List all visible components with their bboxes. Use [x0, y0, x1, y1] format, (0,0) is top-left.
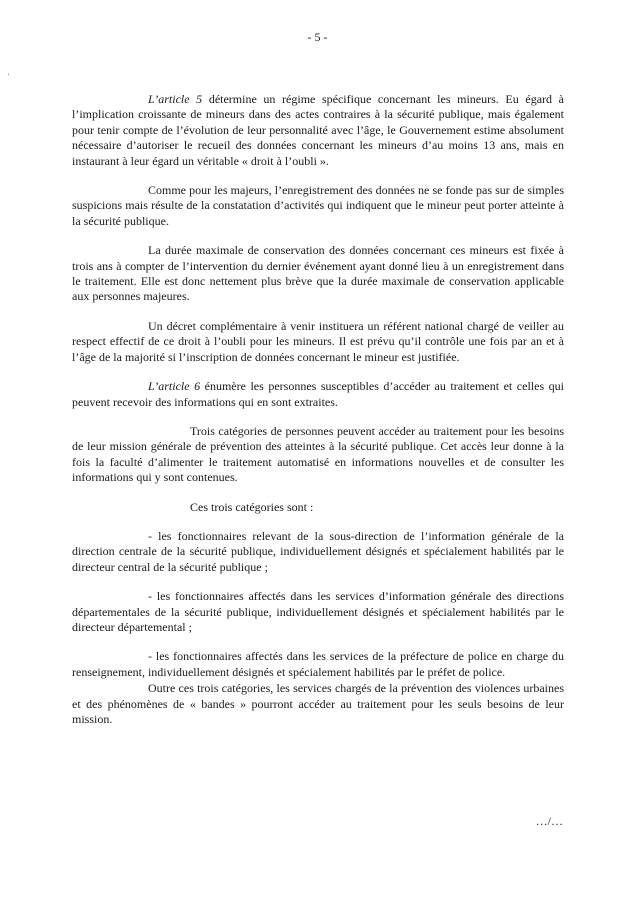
paragraph-text: Un décret complémentaire à venir instituera un référent national chargé de veiller au respect effectif de ce droit à l’oubli pour les mineurs. Il est prévu qu’il contrôle une fois par an et à l’âge de la majorité si l’inscription de données concernant le mineur est justifiée. [72, 318, 564, 364]
paragraph-majeurs [72, 183, 564, 229]
paragraph-categories-intro [72, 500, 564, 515]
paragraph-trois-categories [72, 424, 564, 486]
body-text [72, 92, 564, 727]
list-item-directions-departementales [72, 589, 564, 635]
paragraph-violences-urbaines [72, 681, 564, 727]
list-item-text: - les fonctionnaires affectés dans les services de la préfecture de police en charge du renseignement, individuellement désignés et spécialement habilités par le préfet de police. [72, 649, 564, 679]
paragraph-article-6 [72, 379, 564, 410]
continuation-mark: …/… [535, 814, 563, 828]
paragraph-duree-conservation [72, 243, 564, 305]
paragraph-text: La durée maximale de conservation des données concernant ces mineurs est fixée à trois ans à compter de l’intervention du dernier événement ayant donné lieu à un enregistrement dans le traitement. Elle est donc nettement plus brève que la durée maximale de conservation applicable aux personnes majeures. [72, 243, 564, 304]
paragraph-text: Outre ces trois catégories, les services chargés de la prévention des violences urbaines et des phénomènes de « bandes » pourront accéder au traitement pour les seuls besoins de leur mission. [72, 681, 564, 726]
paragraph-referent-national [72, 319, 564, 365]
page-number: - 5 - [307, 30, 328, 44]
paragraph-article-5 [72, 92, 564, 169]
list-item-text: - les fonctionnaires affectés dans les services d’information générale des directions départementales de la sécurité publique, individuellement désignés et spécialement habilités par le directeur départemental ; [72, 589, 564, 634]
margin-mark: ' [8, 72, 10, 81]
paragraph-text: énumère les personnes susceptibles d’accéder au traitement et celles qui peuvent recevoir des informations qui en sont extraites. [72, 379, 564, 409]
paragraph-text: Ces trois catégories sont : [190, 499, 314, 514]
article-5-heading: L’article 5 [148, 92, 203, 106]
article-6-heading: L’article 6 [148, 379, 201, 394]
paragraph-text: Trois catégories de personnes peuvent accéder au traitement pour les besoins de leur mission générale de prévention des atteintes à la sécurité publique. Cet accès leur donne à la fois la faculté d’alimenter le traitement automatisé en informations nouvelles et de consulter les informations qui y sont contenues. [72, 423, 564, 485]
paragraph-text: détermine un régime spécifique concernant les mineurs. Eu égard à l’implication croissante de mineurs dans des actes contraires à la sécurité publique, mais également pour tenir compte de l’évolution de leur personnalité avec l’âge, le Gouvernement estime absolument nécessaire d’autoriser le recueil des données concernant les mineurs d’au moins 13 ans, mais en instaurant à leur égard un véritable « droit à l’oubli ». [72, 92, 564, 168]
list-item-prefecture-police [72, 649, 564, 680]
list-item-sous-direction [72, 529, 564, 575]
list-item-text: - les fonctionnaires relevant de la sous-direction de l’information générale de la direction centrale de la sécurité publique, individuellement désignés et spécialement habilités par le directeur central de la sécurité publique ; [72, 528, 564, 574]
paragraph-text: Comme pour les majeurs, l’enregistrement des données ne se fonde pas sur de simples suspicions mais résulte de la constatation d’activités qui indiquent que le mineur peut porter atteinte à la sécurité publique. [72, 183, 564, 228]
